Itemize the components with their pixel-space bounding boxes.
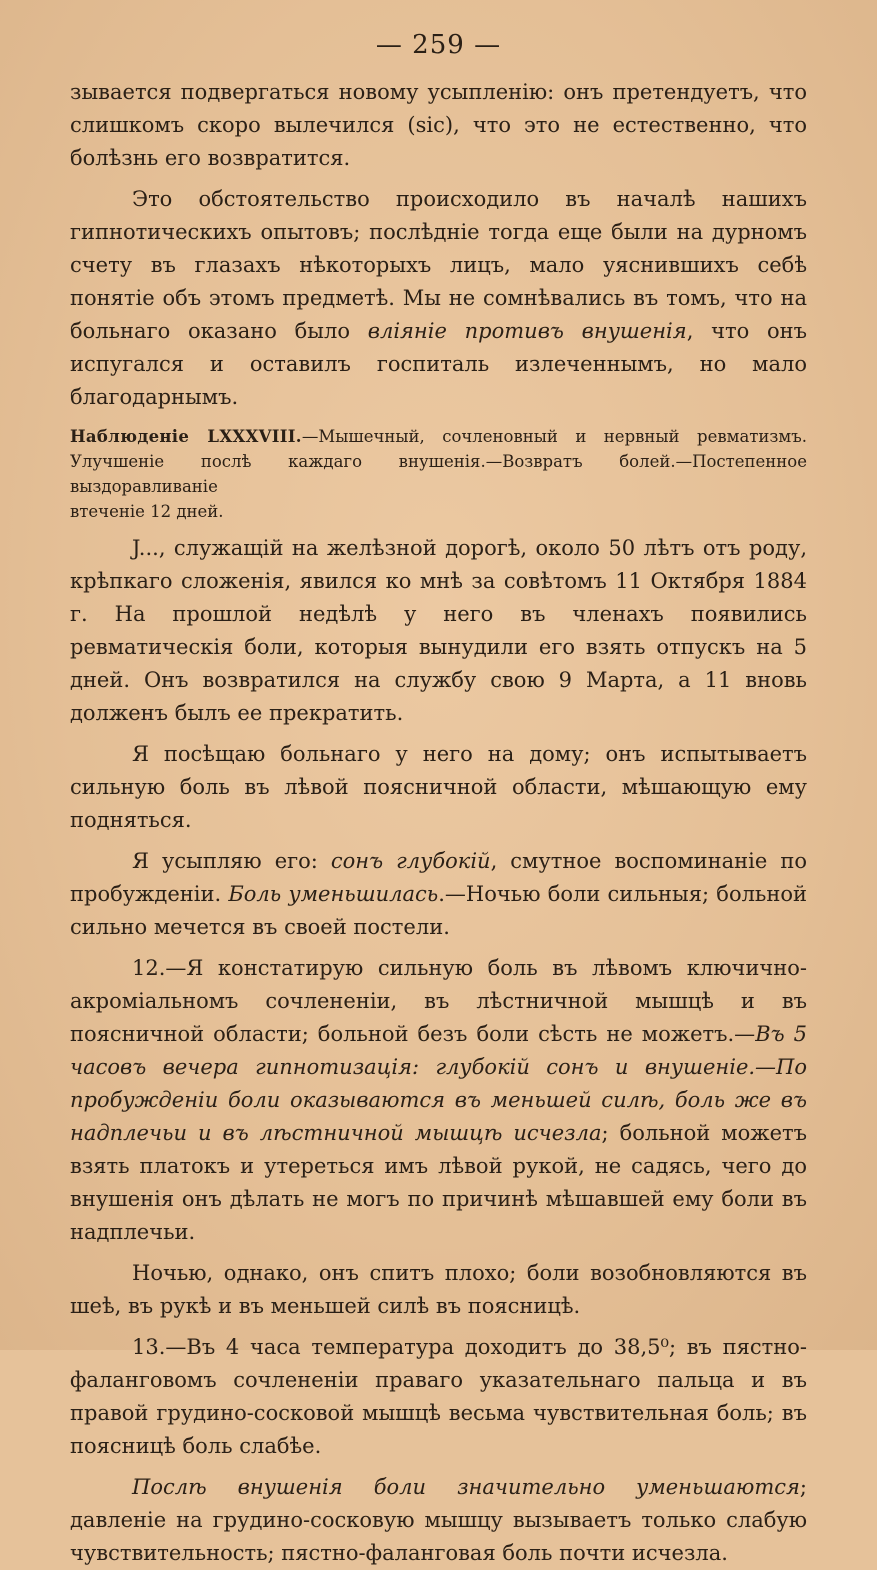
paragraph-hypnosis — [70, 845, 807, 944]
paragraph-text: ; больной можетъ взять платокъ и утереться имъ лѣвой рукой, не садясь, чего до внушенія онъ дѣлать не могъ по причинѣ мѣшавшей ему боли въ надплечьи. — [70, 1121, 807, 1244]
paragraph-day-12 — [70, 952, 807, 1249]
emphasis-text: вліяніе противъ внушенія — [367, 319, 687, 343]
paragraph-text: .—Ночью боли сильныя; больной сильно мечется въ своей постели. — [70, 882, 807, 939]
paragraph-day-13 — [70, 1331, 807, 1463]
observation-summary-end: втеченіе 12 дней. — [70, 502, 224, 521]
page-body — [70, 76, 807, 1570]
paragraph-after-suggestion — [70, 1471, 807, 1570]
paragraph-text: зывается подвергаться новому усыпленію: онъ претендуетъ, что слишкомъ скоро вылечился (sic), что это не естественно, что болѣзнь его возвратится. — [70, 80, 807, 170]
paragraph-patient-intro — [70, 532, 807, 730]
page-number: — 259 — — [375, 30, 502, 60]
emphasis-text: сонъ глубокій — [330, 849, 491, 873]
paragraph-text: 13.—Въ 4 часа температура доходитъ до 38,5⁰; въ пястно-фаланговомъ сочлененіи праваго указательнаго пальца и въ правой грудино-сосковой мышцѣ весьма чувствительная боль; въ поясницѣ боль слабѣе. — [70, 1335, 807, 1458]
paragraph-continuation — [70, 76, 807, 175]
paragraph-text: , что онъ испугался и оставилъ госпиталь излеченнымъ, но мало благодарнымъ. — [70, 319, 808, 409]
paragraph-text: Это обстоятельство происходило въ началѣ нашихъ гипнотическихъ опытовъ; послѣдніе тогда еще были на дурномъ счету въ глазахъ нѣкоторыхъ лицъ, мало уяснившихъ себѣ понятіе объ этомъ предметѣ. Мы не сомнѣвались въ томъ, что на больнаго оказано было — [70, 187, 807, 343]
paragraph-home-visit — [70, 738, 807, 837]
paragraph-text: Ночью, однако, онъ спитъ плохо; боли возобновляются въ шеѣ, въ рукѣ и въ меньшей силѣ въ поясницѣ. — [70, 1261, 807, 1318]
paragraph-text: J..., служащій на желѣзной дорогѣ, около 50 лѣтъ отъ роду, крѣпкаго сложенія, явился ко мнѣ за совѣтомъ 11 Октября 1884 г. На прошлой недѣлѣ у него въ членахъ появились ревматическія боли, которыя вынудили его взять отпускъ на 5 дней. Онъ возвратился на службу свою 9 Марта, а 11 вновь долженъ былъ ее прекратить. — [70, 536, 807, 725]
paragraph-text: 12.—Я констатирую сильную боль въ лѣвомъ ключично-акроміальномъ сочлененіи, въ лѣстничной мышцѣ и въ поясничной области; больной безъ боли сѣсть не можетъ.— — [70, 956, 807, 1046]
paragraph-circumstance — [70, 183, 807, 414]
paragraph-text: Я посѣщаю больнаго у него на дому; онъ испытываетъ сильную боль въ лѣвой поясничной области, мѣшающую ему подняться. — [70, 742, 807, 832]
paragraph-text: ; давленіе на грудино-сосковую мышцу вызываетъ только слабую чувствительность; пястно-фаланговая боль почти исчезла. — [70, 1475, 807, 1565]
observation-heading — [70, 424, 807, 524]
paragraph-text: , смутное воспоминаніе по пробужденіи. — [70, 849, 807, 906]
emphasis-text: Боль уменьшилась — [228, 882, 439, 906]
paragraph-text: Я усыпляю его: — [132, 849, 331, 873]
observation-summary: —Мышечный, сочленовный и нервный ревматизмъ. Улучшеніе послѣ каждаго внушенія.—Возвратъ болей.—Постепенное выздоравливаніе — [70, 427, 807, 496]
emphasis-text: Послѣ внушенія боли значительно уменьшаются — [132, 1475, 800, 1499]
paragraph-night — [70, 1257, 807, 1323]
observation-title: Наблюденіе LXXXVIII. — [70, 427, 302, 446]
emphasis-text: Въ 5 часовъ вечера гипнотизація: глубокій сонъ и внушеніе.—По пробужденіи боли оказываются въ меньшей силѣ, боль же въ надплечьи и въ лѣстничной мышцѣ исчезла — [70, 1022, 808, 1145]
